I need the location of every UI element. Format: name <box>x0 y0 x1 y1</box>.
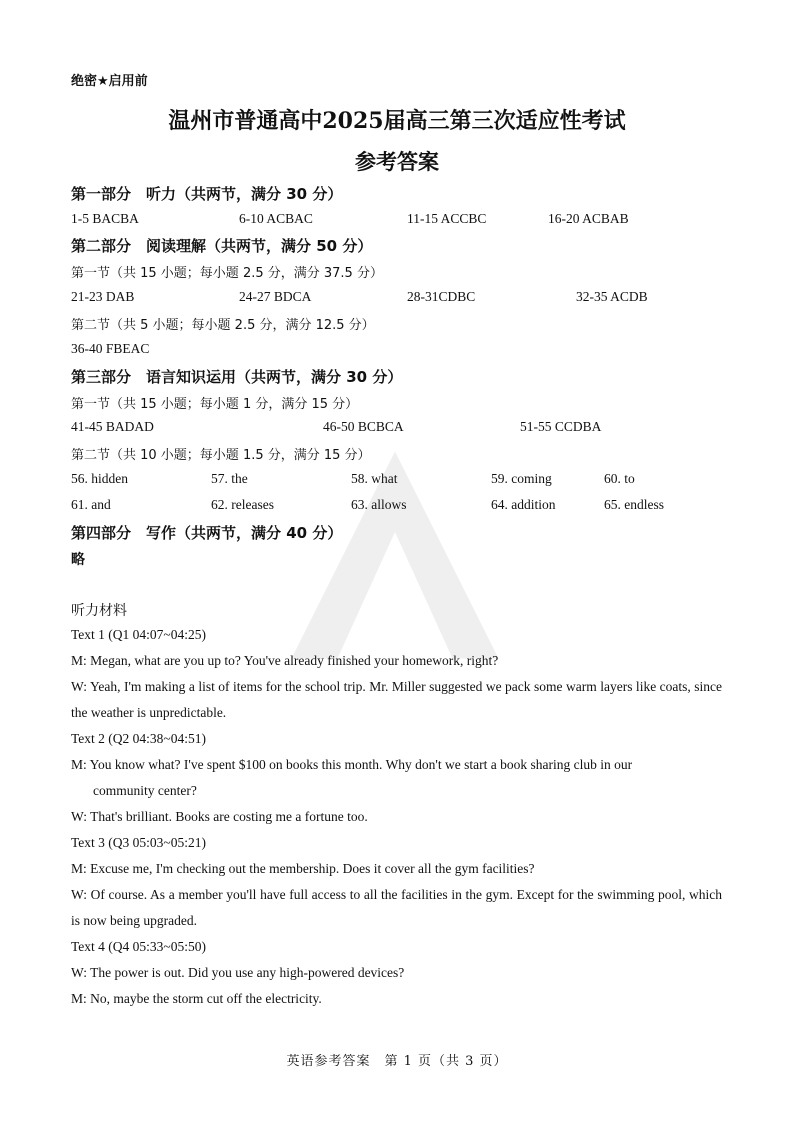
answer-group: 41-45 BADAD <box>71 419 154 434</box>
part3-section2-heading: 第二节（共 10 小题；每小题 1.5 分，满分 15 分） <box>71 448 371 463</box>
answer-group: 1-5 BACBA <box>71 211 139 226</box>
cloze-answer: 58. what <box>351 471 398 486</box>
part3-heading: 第三部分 语言知识运用（共两节，满分 30 分） <box>71 368 403 386</box>
part3-section1-heading: 第一节（共 15 小题；每小题 1 分，满分 15 分） <box>71 397 359 412</box>
dialogue-line: W: Of course. As a member you'll have full access to all the facilities in the gym. Except for the swimming pool, which is now being upgraded. <box>71 887 722 928</box>
dialogue-line: M: No, maybe the storm cut off the electricity. <box>71 991 322 1006</box>
dialogue-line: W: Yeah, I'm making a list of items for the school trip. Mr. Miller suggested we pack some warm layers like coats, since the weather is unpredictable. <box>71 679 722 720</box>
answer-group: 32-35 ACDB <box>576 289 648 304</box>
text-title: Text 3 (Q3 05:03~05:21) <box>71 835 206 850</box>
answer-group: 24-27 BDCA <box>239 289 312 304</box>
part4-note: 略 <box>71 552 85 568</box>
answer-group: 11-15 ACCBC <box>407 211 487 226</box>
answer-group: 36-40 FBEAC <box>71 341 150 356</box>
part2-heading: 第二部分 阅读理解（共两节，满分 50 分） <box>71 237 373 255</box>
part2-section1-heading: 第一节（共 15 小题；每小题 2.5 分，满分 37.5 分） <box>71 266 383 281</box>
dialogue-line: W: The power is out. Did you use any high-powered devices? <box>71 965 405 980</box>
answer-group: 51-55 CCDBA <box>520 419 602 434</box>
answer-group: 21-23 DAB <box>71 289 135 304</box>
answer-group: 6-10 ACBAC <box>239 211 313 226</box>
part4-heading: 第四部分 写作（共两节，满分 40 分） <box>71 524 343 542</box>
text-title: Text 4 (Q4 05:33~05:50) <box>71 939 206 954</box>
cloze-answer: 57. the <box>211 471 248 486</box>
part1-heading: 第一部分 听力（共两节，满分 30 分） <box>71 185 343 203</box>
confidential-label: 绝密★启用前 <box>71 74 148 89</box>
answer-group: 28-31CDBC <box>407 289 476 304</box>
part2-section2-heading: 第二节（共 5 小题；每小题 2.5 分，满分 12.5 分） <box>71 318 375 333</box>
text-title: Text 1 (Q1 04:07~04:25) <box>71 627 206 642</box>
dialogue-line: M: Megan, what are you up to? You've already finished your homework, right? <box>71 653 499 668</box>
dialogue-line-continued: community center? <box>93 783 197 798</box>
answer-group: 46-50 BCBCA <box>323 419 404 434</box>
answer-group: 16-20 ACBAB <box>548 211 629 226</box>
dialogue-line: M: You know what? I've spent $100 on books this month. Why don't we start a book sharing club in our <box>71 757 633 772</box>
page-subtitle: 参考答案 <box>355 150 439 174</box>
text-title: Text 2 (Q2 04:38~04:51) <box>71 731 206 746</box>
cloze-answer: 60. to <box>604 471 635 486</box>
page-footer: 英语参考答案 第 1 页（共 3 页） <box>286 1054 508 1069</box>
cloze-answer: 63. allows <box>351 497 407 512</box>
dialogue-line: W: That's brilliant. Books are costing me a fortune too. <box>71 809 368 824</box>
cloze-answer: 65. endless <box>604 497 664 512</box>
dialogue-line: M: Excuse me, I'm checking out the membership. Does it cover all the gym facilities? <box>71 861 535 876</box>
listening-heading: 听力材料 <box>71 603 127 619</box>
page-title: 温州市普通高中2025届高三第三次适应性考试 <box>168 108 626 134</box>
cloze-answer: 56. hidden <box>71 471 128 486</box>
cloze-answer: 59. coming <box>491 471 552 486</box>
cloze-answer: 62. releases <box>211 497 274 512</box>
cloze-answer: 61. and <box>71 497 111 512</box>
cloze-answer: 64. addition <box>491 497 556 512</box>
